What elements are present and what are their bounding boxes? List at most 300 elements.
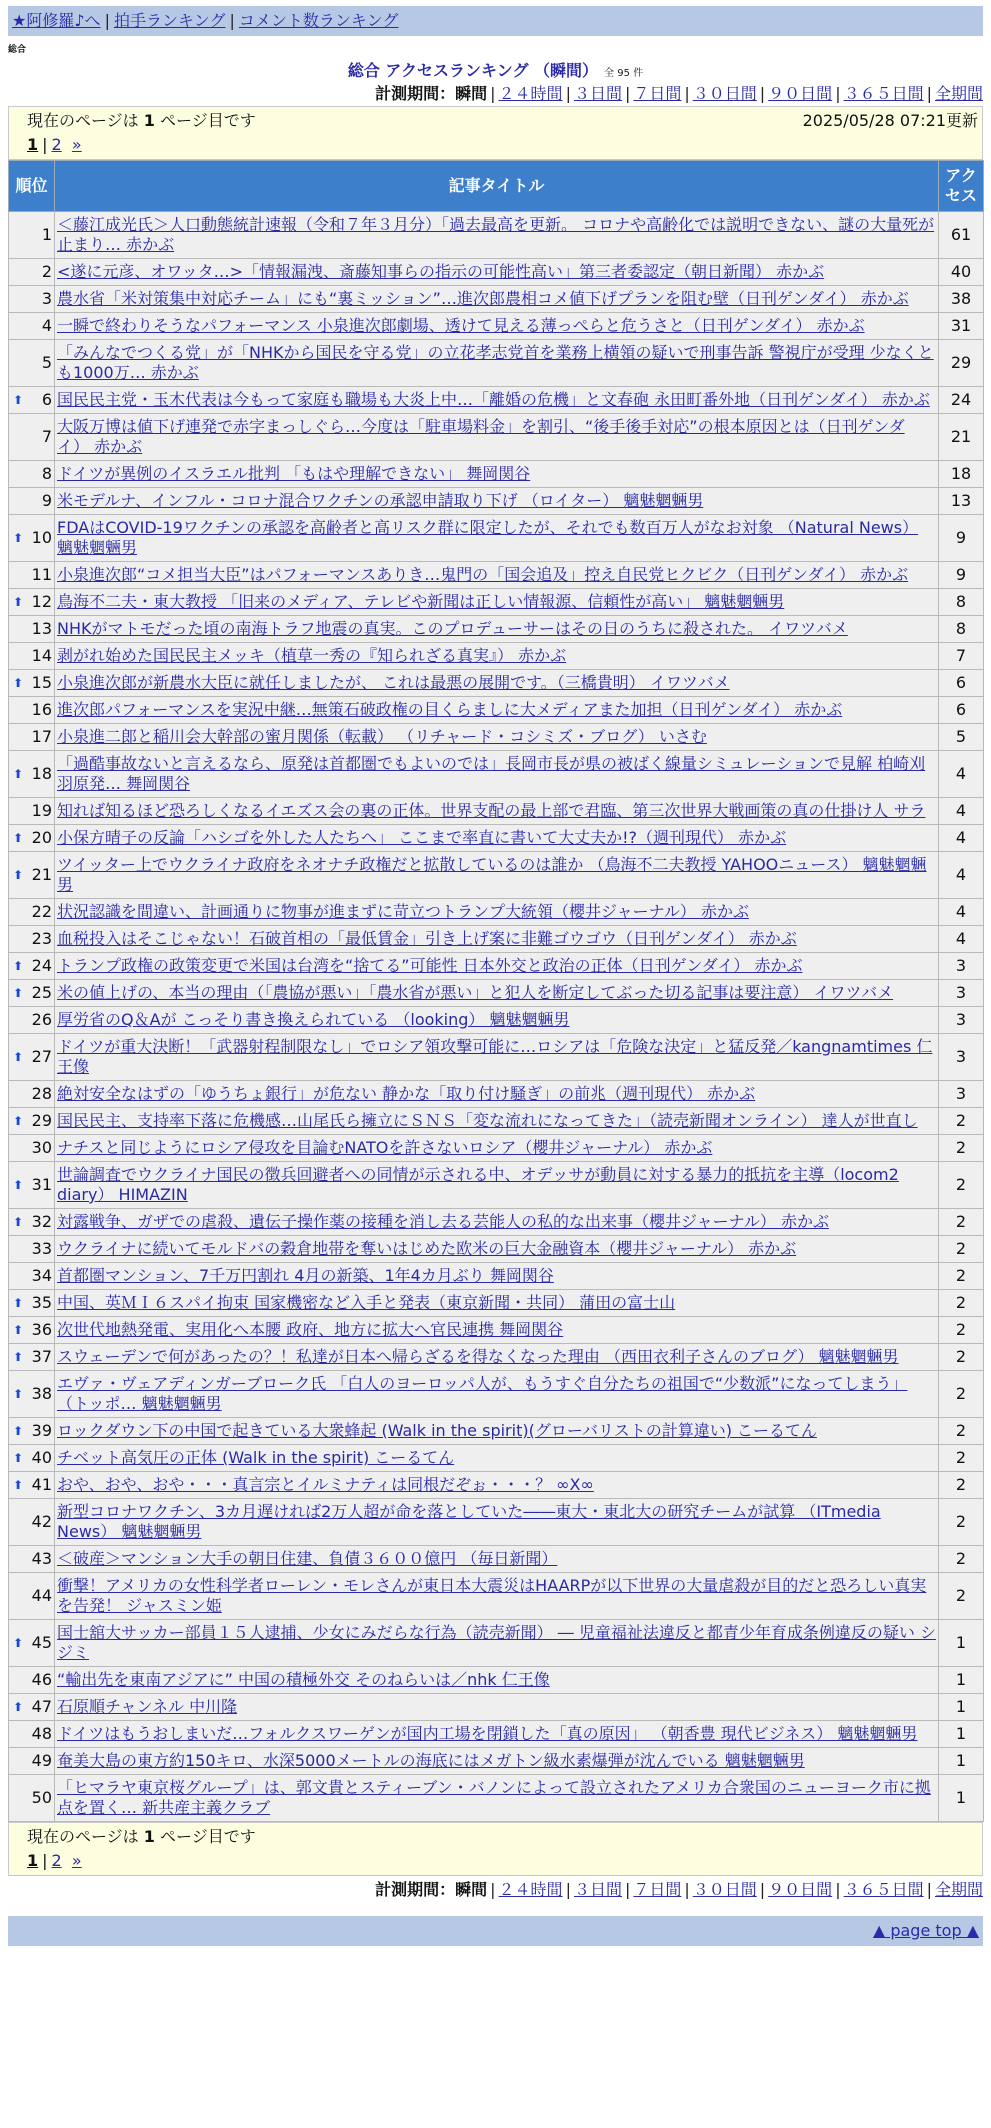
access-count: 2 — [939, 1499, 984, 1546]
rank-cell — [9, 953, 55, 980]
rank-number: 5 — [41, 353, 52, 372]
access-count: 3 — [939, 980, 984, 1007]
rank-number: 21 — [31, 865, 52, 884]
page-info-bottom — [8, 1822, 983, 1876]
article-link[interactable]: 進次郎パフォーマンスを実況中継…無策石破政権の目くらましに大メディアまた加担（日刊ゲンダイ） 赤かぶ — [57, 700, 843, 719]
period-current: 瞬間 — [455, 84, 488, 103]
title-cell — [55, 414, 939, 461]
title-cell — [55, 1620, 939, 1667]
up-arrow-icon: ⬆ — [13, 986, 24, 1000]
comment-ranking-link[interactable]: コメント数ランキング — [238, 11, 399, 30]
access-count: 24 — [939, 387, 984, 414]
rank-cell — [9, 1445, 55, 1472]
access-count: 6 — [939, 697, 984, 724]
rank-cell — [9, 340, 55, 387]
title-cell — [55, 461, 939, 488]
title-cell — [55, 616, 939, 643]
rank-cell — [9, 1499, 55, 1546]
period-option-link[interactable]: ９０日間 — [768, 84, 833, 103]
rank-cell — [9, 1290, 55, 1317]
table-row — [9, 616, 984, 643]
rank-cell — [9, 414, 55, 461]
article-link[interactable]: ＜藤江成光氏＞人口動態統計速報（令和７年３月分）「過去最高を更新。 コロナや高齢化では説明できない、謎の大量死が止まり… 赤かぶ — [57, 215, 935, 254]
period-option-link[interactable]: ３０日間 — [692, 84, 757, 103]
table-row — [9, 1034, 984, 1081]
rank-cell — [9, 1418, 55, 1445]
article-link[interactable]: 国士舘大サッカー部員１５人逮捕、少女にみだらな行為（読売新聞） ― 児童福祉法違反と都青少年育成条例違反の疑い シジミ — [57, 1623, 936, 1662]
article-link[interactable]: ドイツはもうおしまいだ…フォルクスワーゲンが国内工場を閉鎖した「真の原因」 （朝香豊 現代ビジネス） 魑魅魍魎男 — [57, 1724, 918, 1743]
rank-number: 24 — [31, 956, 52, 975]
article-link[interactable]: 首都圏マンション、7千万円割れ 4月の新築、1年4カ月ぶり 舞岡関谷 — [57, 1266, 554, 1285]
rank-cell — [9, 286, 55, 313]
rank-column-header: 順位 — [9, 161, 55, 212]
up-arrow-icon: ⬆ — [13, 1451, 24, 1465]
article-link[interactable]: 奄美大島の東方約150キロ、水深5000メートルの海底にはメガトン級水素爆弾が沈んでいる 魑魅魍魎男 — [57, 1751, 805, 1770]
table-row — [9, 1775, 984, 1822]
article-link[interactable]: ドイツが重大決断！「武器射程制限なし」でロシア領攻撃可能に…ロシアは「危険な決定」と猛反発／kangnamtimes 仁王像 — [57, 1037, 933, 1076]
table-row — [9, 1620, 984, 1667]
up-arrow-icon: ⬆ — [13, 1636, 24, 1650]
access-count: 2 — [939, 1344, 984, 1371]
top-nav-bar — [8, 6, 983, 36]
access-count: 3 — [939, 1007, 984, 1034]
page-info-top — [8, 106, 983, 160]
title-cell — [55, 1034, 939, 1081]
up-arrow-icon: ⬆ — [13, 676, 24, 690]
rank-number: 50 — [31, 1788, 52, 1807]
article-link[interactable]: 衝撃！アメリカの女性科学者ローレン・モレさんが東日本大震災はHAARPが以下世界の大量虐殺が目的だと恐ろしい真実を告発！ ジャスミン姫 — [57, 1576, 927, 1615]
title-cell — [55, 1290, 939, 1317]
period-option-link[interactable]: ７日間 — [633, 1880, 682, 1899]
rank-cell — [9, 1371, 55, 1418]
rank-cell — [9, 1667, 55, 1694]
pager-next[interactable]: » — [71, 1851, 82, 1870]
rank-number: 39 — [31, 1421, 52, 1440]
period-selector-bottom: 計測期間：瞬間 | ２４時間 | ３日間 | ７日間 | ３０日間 | ９０日間 | ３６５日間 | 全期間 — [375, 1880, 983, 1899]
table-row — [9, 697, 984, 724]
article-link[interactable]: 「みんなでつくる党」が「NHKから国民を守る党」の立花孝志党首を業務上横領の疑いで刑事告訴 警視庁が受理 少なくとも1000万… 赤かぶ — [57, 343, 934, 382]
article-link[interactable]: “輸出先を東南アジアに” 中国の積極外交 そのねらいは／nhk 仁王像 — [57, 1670, 550, 1689]
article-link[interactable]: ウクライナに続いてモルドバの穀倉地帯を奪いはじめた欧米の巨大金融資本（櫻井ジャーナル） 赤かぶ — [57, 1239, 797, 1258]
access-count: 1 — [939, 1620, 984, 1667]
article-link[interactable]: 世論調査でウクライナ国民の徴兵回避者への同情が示される中、オデッサが動員に対する暴力的抵抗を主導（locom2 diary） HIMAZIN — [57, 1165, 899, 1204]
rank-number: 45 — [31, 1633, 52, 1652]
rank-cell — [9, 724, 55, 751]
article-link[interactable]: ツイッター上でウクライナ政府をネオナチ政権だと拡散しているのは誰か （鳥海不二夫教授 YAHOOニュース） 魑魅魍魎男 — [57, 855, 927, 894]
rank-number: 22 — [31, 902, 52, 921]
rank-cell — [9, 488, 55, 515]
rank-number: 27 — [31, 1047, 52, 1066]
title-cell — [55, 286, 939, 313]
access-count: 8 — [939, 616, 984, 643]
article-link[interactable]: NHKがマトモだった頃の南海トラフ地震の真実。このプロデューサーはその日のうちに殺された。 イワツバメ — [57, 619, 848, 638]
title-cell — [55, 643, 939, 670]
pager-next[interactable]: » — [71, 135, 82, 154]
title-cell — [55, 1007, 939, 1034]
table-row — [9, 1573, 984, 1620]
article-link[interactable]: 大阪万博は値下げ連発で赤字まっしぐら…今度は「駐車場料金」を割引、“後手後手対応”の根本原因とは（日刊ゲンダイ） 赤かぶ — [57, 417, 905, 456]
page-status: 現在のページは 1 ページ目です — [27, 1827, 256, 1846]
article-link[interactable]: 米の値上げの、本当の理由（「農協が悪い」「農水省が悪い」と犯人を断定してぶった切る記事は要注意） イワツバメ — [57, 983, 894, 1002]
access-count: 4 — [939, 798, 984, 825]
table-row — [9, 1108, 984, 1135]
rank-cell — [9, 798, 55, 825]
rank-number: 2 — [41, 262, 52, 281]
rank-number: 7 — [41, 427, 52, 446]
table-row — [9, 1263, 984, 1290]
table-row — [9, 1162, 984, 1209]
access-count: 4 — [939, 926, 984, 953]
period-label: 計測期間： — [375, 84, 456, 103]
table-row — [9, 899, 984, 926]
article-link[interactable]: トランプ政権の政策変更で米国は台湾を“捨てる”可能性 日本外交と政治の正体（日刊ゲンダイ） 赤かぶ — [57, 956, 803, 975]
rank-cell — [9, 1317, 55, 1344]
title-cell — [55, 313, 939, 340]
title-cell — [55, 1472, 939, 1499]
home-link[interactable]: ★阿修羅♪へ — [12, 11, 101, 30]
title-cell — [55, 798, 939, 825]
article-link[interactable]: <遂に元彦、オワッタ…>「情報漏洩、斎藤知事らの指示の可能性高い」第三者委認定（朝日新聞） 赤かぶ — [57, 262, 825, 281]
rank-cell — [9, 1748, 55, 1775]
rank-number: 33 — [31, 1239, 52, 1258]
period-option-link[interactable]: ３６５日間 — [843, 84, 924, 103]
article-link[interactable]: 一瞬で終わりそうなパフォーマンス 小泉進次郎劇場、透けて見える薄っぺらと危うさと（日刊ゲンダイ） 赤かぶ — [57, 316, 865, 335]
article-link[interactable]: ロックダウン下の中国で起きている大衆蜂起 (Walk in the spirit)(グローバリストの計算違い) こーるてん — [57, 1421, 817, 1440]
title-cell — [55, 259, 939, 286]
title-cell — [55, 980, 939, 1007]
title-cell — [55, 1209, 939, 1236]
period-option-link[interactable]: ７日間 — [633, 84, 682, 103]
title-cell — [55, 852, 939, 899]
rank-cell — [9, 259, 55, 286]
pager-page-2[interactable]: 2 — [51, 1851, 62, 1870]
table-row — [9, 825, 984, 852]
article-link[interactable]: ナチスと同じようにロシア侵攻を目論むNATOを許さないロシア（櫻井ジャーナル） 赤かぶ — [57, 1138, 713, 1157]
nav-separator: | — [229, 11, 235, 30]
rank-number: 29 — [31, 1111, 52, 1130]
rank-number: 15 — [31, 673, 52, 692]
up-arrow-icon: ⬆ — [13, 1387, 24, 1401]
article-link[interactable]: 新型コロナワクチン、3カ月遅ければ2万人超が命を落としていた――東大・東北大の研究チームが試算 （ITmedia News） 魑魅魍魎男 — [57, 1502, 881, 1541]
up-arrow-icon: ⬆ — [13, 1700, 24, 1714]
table-row — [9, 212, 984, 259]
table-row — [9, 980, 984, 1007]
access-count: 29 — [939, 340, 984, 387]
pager-page-2[interactable]: 2 — [51, 135, 62, 154]
access-count: 2 — [939, 1445, 984, 1472]
access-count: 5 — [939, 724, 984, 751]
access-count: 18 — [939, 461, 984, 488]
rank-number: 19 — [31, 801, 52, 820]
article-link[interactable]: 鳥海不二夫・東大教授 「旧来のメディア、テレビや新聞は正しい情報源、信頼性が高い」 魑魅魍魎男 — [57, 592, 785, 611]
access-count: 2 — [939, 1290, 984, 1317]
article-link[interactable]: ドイツが異例のイスラエル批判 「もはや理解できない」 舞岡関谷 — [57, 464, 531, 483]
rank-number: 43 — [31, 1549, 52, 1568]
up-arrow-icon: ⬆ — [13, 831, 24, 845]
article-link[interactable]: 国民民主、支持率下落に危機感…山尾氏ら擁立にＳＮＳ「変な流れになってきた」（読売新聞オンライン） 達人が世直し — [57, 1111, 918, 1130]
rank-cell — [9, 616, 55, 643]
rank-number: 16 — [31, 700, 52, 719]
up-arrow-icon: ⬆ — [13, 1350, 24, 1364]
access-count: 2 — [939, 1236, 984, 1263]
rank-cell — [9, 461, 55, 488]
period-option-link[interactable]: 全期間 — [934, 1880, 983, 1899]
article-link[interactable]: おや、おや、おや・・・真言宗とイルミナティは同根だぞぉ・・・？ ∞X∞ — [57, 1475, 594, 1494]
access-count: 13 — [939, 488, 984, 515]
table-row — [9, 1344, 984, 1371]
title-cell — [55, 697, 939, 724]
title-cell — [55, 1573, 939, 1620]
pager-current: 1 — [27, 135, 39, 154]
title-cell — [55, 1418, 939, 1445]
access-count: 2 — [939, 1371, 984, 1418]
article-link[interactable]: 対露戦争、ガザでの虐殺、遺伝子操作薬の接種を消し去る芸能人の私的な出来事（櫻井ジャーナル） 赤かぶ — [57, 1212, 829, 1231]
table-row — [9, 1748, 984, 1775]
article-link[interactable]: 状況認識を間違い、計画通りに物事が進まずに苛立つトランプ大統領（櫻井ジャーナル） 赤かぶ — [57, 902, 749, 921]
access-count: 2 — [939, 1263, 984, 1290]
article-link[interactable]: 次世代地熱発電、実用化へ本腰 政府、地方に拡大へ官民連携 舞岡関谷 — [57, 1320, 564, 1339]
article-link[interactable]: FDAはCOVID-19ワクチンの承認を高齢者と高リスク群に限定したが、それでも数百万人がなお対象 （Natural News） 魑魅魍魎男 — [57, 518, 919, 557]
rank-number: 20 — [31, 828, 52, 847]
rank-number: 31 — [31, 1175, 52, 1194]
title-cell — [55, 1317, 939, 1344]
table-row — [9, 1209, 984, 1236]
period-option-link[interactable]: ２４時間 — [498, 1880, 563, 1899]
rank-number: 12 — [31, 592, 52, 611]
page-top-link[interactable]: ▲ page top ▲ — [872, 1921, 979, 1940]
up-arrow-icon: ⬆ — [13, 1424, 24, 1438]
access-count: 2 — [939, 1135, 984, 1162]
table-row — [9, 724, 984, 751]
title-cell — [55, 589, 939, 616]
period-option-link[interactable]: ３０日間 — [692, 1880, 757, 1899]
rank-number: 13 — [31, 619, 52, 638]
rank-number: 26 — [31, 1010, 52, 1029]
table-row — [9, 953, 984, 980]
table-row — [9, 461, 984, 488]
rank-number: 49 — [31, 1751, 52, 1770]
rank-cell — [9, 515, 55, 562]
table-row — [9, 414, 984, 461]
table-row — [9, 1694, 984, 1721]
table-row — [9, 1317, 984, 1344]
rank-number: 17 — [31, 727, 52, 746]
rank-cell — [9, 1236, 55, 1263]
title-cell — [55, 1371, 939, 1418]
article-link[interactable]: 剥がれ始めた国民民主メッキ（植草一秀の『知られざる真実』） 赤かぶ — [57, 646, 567, 665]
title-cell — [55, 1108, 939, 1135]
title-cell — [55, 387, 939, 414]
rank-cell — [9, 670, 55, 697]
clap-ranking-link[interactable]: 拍手ランキング — [113, 11, 226, 30]
rank-number: 41 — [31, 1475, 52, 1494]
rank-number: 14 — [31, 646, 52, 665]
table-row — [9, 1290, 984, 1317]
rank-cell — [9, 980, 55, 1007]
rank-cell — [9, 1573, 55, 1620]
table-row — [9, 670, 984, 697]
up-arrow-icon: ⬆ — [13, 531, 24, 545]
up-arrow-icon: ⬆ — [13, 1323, 24, 1337]
title-cell — [55, 1445, 939, 1472]
period-option-link[interactable]: ３６５日間 — [843, 1880, 924, 1899]
rank-cell — [9, 1694, 55, 1721]
period-option-link[interactable]: ９０日間 — [768, 1880, 833, 1899]
total-count: 全 95 件 — [604, 68, 644, 79]
rank-number: 36 — [31, 1320, 52, 1339]
rank-number: 23 — [31, 929, 52, 948]
rank-cell — [9, 1472, 55, 1499]
title-cell — [55, 1546, 939, 1573]
access-count: 38 — [939, 286, 984, 313]
rank-number: 46 — [31, 1670, 52, 1689]
period-label: 計測期間： — [375, 1880, 456, 1899]
rank-cell — [9, 1721, 55, 1748]
rank-number: 35 — [31, 1293, 52, 1312]
access-count: 4 — [939, 751, 984, 798]
article-link[interactable]: 「ヒマラヤ東京桜グループ」は、郭文貴とスティーブン・バノンによって設立されたアメリカ合衆国のニューヨーク市に拠点を置く… 新共産主義クラブ — [57, 1778, 931, 1817]
rank-number: 44 — [31, 1586, 52, 1605]
ranking-table — [8, 160, 984, 1822]
article-link[interactable]: 血税投入はそこじゃない！石破首相の「最低賃金」引き上げ案に非難ゴウゴウ（日刊ゲンダイ） 赤かぶ — [57, 929, 797, 948]
table-row — [9, 313, 984, 340]
table-row — [9, 1371, 984, 1418]
table-row — [9, 589, 984, 616]
page-status: 現在のページは 1 ページ目です — [27, 111, 256, 130]
title-cell — [55, 1081, 939, 1108]
up-arrow-icon: ⬆ — [13, 1296, 24, 1310]
article-link[interactable]: エヴァ・ヴェアディンガーブローク氏 「白人のヨーロッパ人が、もうすぐ自分たちの祖国で“少数派”になってしまう」 （トッポ… 魑魅魍魎男 — [57, 1374, 908, 1413]
up-arrow-icon: ⬆ — [13, 1050, 24, 1064]
table-row — [9, 515, 984, 562]
rank-number: 9 — [41, 491, 52, 510]
table-row — [9, 1472, 984, 1499]
table-row — [9, 751, 984, 798]
access-count: 3 — [939, 1034, 984, 1081]
title-cell — [55, 1775, 939, 1822]
title-cell — [55, 562, 939, 589]
access-count: 1 — [939, 1667, 984, 1694]
rank-cell — [9, 697, 55, 724]
rank-number: 1 — [41, 225, 52, 244]
table-row — [9, 1236, 984, 1263]
up-arrow-icon: ⬆ — [13, 959, 24, 973]
article-link[interactable]: 小泉進次郎“コメ担当大臣”はパフォーマンスありき…鬼門の「国会追及」控え自民党ヒクビク（日刊ゲンダイ） 赤かぶ — [57, 565, 909, 584]
access-count: 1 — [939, 1748, 984, 1775]
access-count: 2 — [939, 1472, 984, 1499]
access-count: 9 — [939, 515, 984, 562]
rank-cell — [9, 212, 55, 259]
pager-top: 1 | 2 » — [27, 135, 82, 154]
rank-number: 40 — [31, 1448, 52, 1467]
access-count: 40 — [939, 259, 984, 286]
rank-number: 37 — [31, 1347, 52, 1366]
period-option-link[interactable]: ３日間 — [573, 84, 622, 103]
rank-number: 8 — [41, 464, 52, 483]
title-cell — [55, 1162, 939, 1209]
access-count: 2 — [939, 1418, 984, 1445]
access-count: 1 — [939, 1721, 984, 1748]
rank-cell — [9, 1162, 55, 1209]
rank-cell — [9, 1034, 55, 1081]
up-arrow-icon: ⬆ — [13, 1478, 24, 1492]
rank-number: 32 — [31, 1212, 52, 1231]
access-count: 4 — [939, 852, 984, 899]
rank-cell — [9, 1007, 55, 1034]
article-link[interactable]: スウェーデンで何があったの？！私達が日本へ帰らざるを得なくなった理由 （西田衣利子さんのブログ） 魑魅魍魎男 — [57, 1347, 899, 1366]
table-row — [9, 1667, 984, 1694]
article-link[interactable]: 小泉進二郎と稲川会大幹部の蜜月関係（転載） （リチャード・コシミズ・ブログ） いさむ — [57, 727, 707, 746]
rank-cell — [9, 643, 55, 670]
article-link[interactable]: 石原順チャンネル 中川隆 — [57, 1697, 238, 1716]
article-link[interactable]: 米モデルナ、インフル・コロナ混合ワクチンの承認申請取り下げ （ロイター） 魑魅魍魎男 — [57, 491, 704, 510]
table-row — [9, 1135, 984, 1162]
article-link[interactable]: 小泉進次郎が新農水大臣に就任しましたが、 これは最悪の展開です。（三橋貴明） イワツバメ — [57, 673, 730, 692]
title-cell — [55, 1748, 939, 1775]
article-link[interactable]: 知れば知るほど恐ろしくなるイエズス会の裏の正体。世界支配の最上部で君臨、第三次世界大戦画策の真の仕掛け人 サラ — [57, 801, 926, 820]
access-count: 2 — [939, 1573, 984, 1620]
access-count: 3 — [939, 1081, 984, 1108]
access-count: 6 — [939, 670, 984, 697]
rank-number: 6 — [41, 390, 52, 409]
article-link[interactable]: 農水省「米対策集中対応チーム」にも“裏ミッション”…進次郎農相コメ値下げプランを阻む壁（日刊ゲンダイ） 赤かぶ — [57, 289, 909, 308]
access-count: 1 — [939, 1775, 984, 1822]
rank-cell — [9, 926, 55, 953]
article-link[interactable]: ＜破産＞マンション大手の朝日住建、負債３６００億円 （毎日新聞） — [57, 1549, 558, 1568]
rank-cell — [9, 313, 55, 340]
period-option-link[interactable]: ２４時間 — [498, 84, 563, 103]
table-row — [9, 798, 984, 825]
access-count: 2 — [939, 1209, 984, 1236]
period-option-link[interactable]: ３日間 — [573, 1880, 622, 1899]
table-row — [9, 562, 984, 589]
title-cell — [55, 1721, 939, 1748]
up-arrow-icon: ⬆ — [13, 1215, 24, 1229]
article-link[interactable]: 小保方晴子の反論「ハシゴを外した人たちへ」 ここまで率直に書いて大丈夫か!?（週刊現代） 赤かぶ — [57, 828, 787, 847]
ranking-table-body — [9, 212, 984, 1822]
table-row — [9, 1081, 984, 1108]
rank-number: 38 — [31, 1384, 52, 1403]
up-arrow-icon: ⬆ — [13, 595, 24, 609]
article-link[interactable]: 国民民主党・玉木代表は今もって家庭も職場も大炎上中…「離婚の危機」と文春砲 永田町番外地（日刊ゲンダイ） 赤かぶ — [57, 390, 930, 409]
rank-cell — [9, 825, 55, 852]
rank-cell — [9, 1263, 55, 1290]
period-option-link[interactable]: 全期間 — [934, 84, 983, 103]
article-link[interactable]: 絶対安全なはずの「ゆうちょ銀行」が危ない 静かな「取り付け騒ぎ」の前兆（週刊現代） 赤かぶ — [57, 1084, 756, 1103]
article-link[interactable]: チベット高気圧の正体 (Walk in the spirit) こーるてん — [57, 1448, 455, 1467]
title-cell — [55, 926, 939, 953]
rank-cell — [9, 1209, 55, 1236]
updated-time: 2025/05/28 07:21更新 — [802, 111, 978, 130]
table-row — [9, 1499, 984, 1546]
title-cell — [55, 953, 939, 980]
article-link[interactable]: 厚労省のQ＆Aが こっそり書き換えられている （looking） 魑魅魍魎男 — [57, 1010, 570, 1029]
article-link[interactable]: 中国、英ＭＩ６スパイ拘束 国家機密など入手と発表（東京新聞・共同） 蒲田の富士山 — [57, 1293, 676, 1312]
access-count: 4 — [939, 899, 984, 926]
up-arrow-icon: ⬆ — [13, 868, 24, 882]
article-link[interactable]: 「過酷事故ないと言えるなら、原発は首都圏でもよいのでは」長岡市長が県の被ばく線量シミュレーションで見解 柏崎刈羽原発… 舞岡関谷 — [57, 754, 926, 793]
rank-cell — [9, 1135, 55, 1162]
table-row — [9, 852, 984, 899]
title-cell — [55, 1263, 939, 1290]
rank-number: 48 — [31, 1724, 52, 1743]
table-row — [9, 488, 984, 515]
rank-cell — [9, 562, 55, 589]
access-column-header: アクセス — [939, 161, 984, 212]
title-cell — [55, 488, 939, 515]
access-count: 9 — [939, 562, 984, 589]
rank-cell — [9, 1344, 55, 1371]
